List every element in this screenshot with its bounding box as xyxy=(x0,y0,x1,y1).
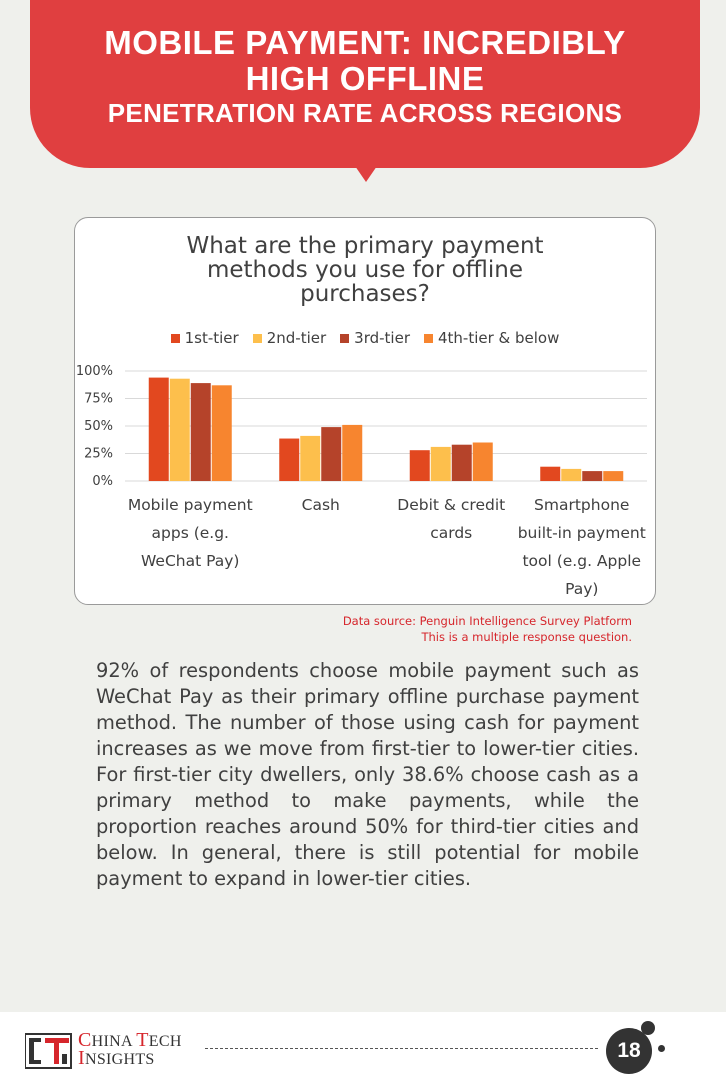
banner-pointer xyxy=(355,166,377,182)
legend-label: 3rd-tier xyxy=(354,329,410,347)
chart-title-line: methods you use for offline xyxy=(206,257,524,283)
response-note-line: This is a multiple response question. xyxy=(421,630,632,644)
data-source-line: Data source: Penguin Intelligence Survey Platform xyxy=(342,614,632,628)
bar xyxy=(170,379,190,481)
bar xyxy=(279,439,299,481)
chart-title-line: What are the primary payment xyxy=(186,233,544,259)
x-category-label: Smartphone xyxy=(534,496,630,514)
bar xyxy=(561,469,581,481)
brand-word: HINA xyxy=(91,1033,137,1050)
bar xyxy=(582,471,602,481)
footer xyxy=(0,1012,726,1089)
bar xyxy=(473,443,493,482)
page-title-line2: HIGH OFFLINE xyxy=(245,60,485,97)
brand-name xyxy=(78,1029,182,1069)
legend-label: 2nd-tier xyxy=(266,329,327,347)
page-subtitle: PENETRATION RATE ACROSS REGIONS xyxy=(107,98,623,128)
bar xyxy=(321,427,341,481)
x-category-label: apps (e.g. xyxy=(151,524,229,542)
y-tick-label: 100% xyxy=(75,364,113,379)
bar xyxy=(603,471,623,481)
brand-cap: C xyxy=(78,1029,92,1051)
bar xyxy=(300,436,320,481)
footer-divider xyxy=(205,1048,598,1049)
x-category-label: WeChat Pay) xyxy=(141,552,240,570)
x-category-label: Pay) xyxy=(565,580,599,598)
brand-word: ECH xyxy=(148,1033,182,1050)
brand-cap: I xyxy=(78,1047,85,1069)
bar xyxy=(212,385,232,481)
title-banner xyxy=(30,0,700,168)
bar xyxy=(452,445,472,481)
brand-cap: T xyxy=(136,1029,149,1051)
bar xyxy=(149,378,169,481)
bar xyxy=(540,467,560,481)
y-tick-label: 50% xyxy=(84,419,113,434)
decorative-dot xyxy=(658,1045,665,1052)
brand-word: NSIGHTS xyxy=(84,1051,155,1068)
bar xyxy=(431,447,451,481)
legend-label: 1st-tier xyxy=(184,329,239,347)
bar xyxy=(342,425,362,481)
data-source-note xyxy=(343,613,632,645)
bar xyxy=(191,383,211,481)
chart-card xyxy=(74,217,656,605)
china-tech-insights-logo-icon xyxy=(25,1032,73,1070)
page-number: 18 xyxy=(606,1028,652,1074)
chart-title-line: purchases? xyxy=(300,281,430,307)
x-category-label: cards xyxy=(430,524,473,542)
y-tick-label: 75% xyxy=(84,391,113,407)
x-category-label: Debit & credit xyxy=(397,496,506,514)
x-category-label: Cash xyxy=(301,496,340,514)
page-title-line1: MOBILE PAYMENT: INCREDIBLY xyxy=(104,24,626,61)
bar xyxy=(410,450,430,481)
legend-label: 4th-tier & below xyxy=(437,329,560,347)
x-category-label: Mobile payment xyxy=(127,496,253,514)
y-tick-label: 25% xyxy=(84,446,113,462)
x-category-label: tool (e.g. Apple xyxy=(522,552,642,570)
bar-chart xyxy=(75,218,655,604)
y-tick-label: 0% xyxy=(92,474,113,489)
x-category-label: built-in payment xyxy=(517,524,646,542)
body-paragraph: 92% of respondents choose mobile payment such as WeChat Pay as their primary offline purchase payment method. The number of those using cash for payment increases as we move from first-tier to lower-tier cities. For first-tier city dwellers, only 38.6% choose cash as a primary method to make payments, while the proportion reaches around 50% for third-tier cities and below. In general, there is still potential for mobile payment to expand in lower-tier cities. xyxy=(96,659,639,890)
